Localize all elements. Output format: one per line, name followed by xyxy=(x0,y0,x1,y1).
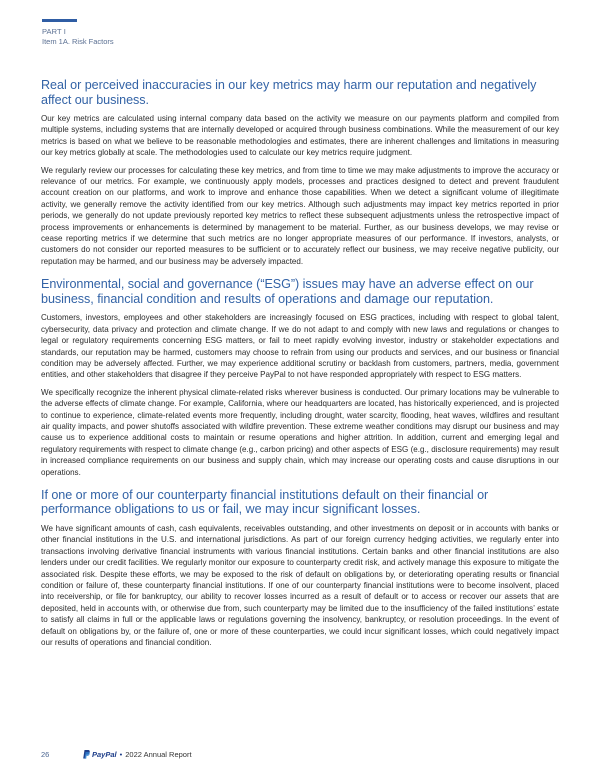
paypal-p-icon xyxy=(83,750,90,759)
document-body xyxy=(41,78,559,658)
page-number: 26 xyxy=(41,750,50,759)
page-footer xyxy=(41,750,192,759)
paragraph: Our key metrics are calculated using internal company data based on the activity we measure on our payments platform and compiled from multiple systems, including systems that are internally developed or acquired through business combinations. While the measurement of our key metrics is based on what we believe to be reasonable methodologies and estimates, there are inherent challenges and limitations in measuring our key metrics globally at scale. The methodologies used to calculate our key metrics require judgment. xyxy=(41,114,559,158)
section-heading: If one or more of our counterparty financial institutions default on their financial or performance obligations to us or fail, we may incur significant losses. xyxy=(41,487,489,517)
paragraph: We regularly review our processes for calculating these key metrics, and from time to time we may make adjustments to improve the accuracy or relevance of our metrics. For example, we continuously apply models, processes and practices designed to detect and prevent fraudulent account creation on our platforms, and work to improve and enhance those capabilities. When we detect a significant volume of illegitimate activity, we generally remove the activity identified from our key metrics. Although such adjustments may impact key metrics reported in prior periods, we generally do not update previously reported key metrics to reflect these subsequent adjustments unless the retrospective impact of process improvements or enhancements is determined by management to be material. Further, as our business develops, we may revise or cease reporting metrics if we determine that such metrics are no longer appropriate measures of our performance. If investors, analysts, or customers do not consider our reported measures to be sufficient or to accurately reflect our business, we may receive negative publicity, our reputation may be harmed, and our business may be adversely impacted. xyxy=(41,165,559,266)
section-heading: Environmental, social and governance (“ESG”) issues may have an adverse effect on our business, financial condition and results of operations and damage our reputation. xyxy=(41,277,534,306)
section-counterparty xyxy=(41,488,559,648)
paragraph: We specifically recognize the inherent physical climate-related risks wherever business is conducted. Our primary locations may be vulnerable to the adverse effects of climate change. For example, California, where our headquarters are located, has historically experienced, and is projected to continue to experience, climate-related events more frequently, including drought, water scarcity, flooding, heat waves, wildfires and resultant air quality impacts, and power shutoffs associated with wildfire prevention. These extreme weather conditions may disrupt our business and may cause us to experience additional costs to maintain or resume operations and higher attrition. In addition, current and emerging legal and regulatory requirements with respect to climate change (e.g., carbon pricing) and other aspects of ESG (e.g., disclosure requirements) may result in increased compliance requirements on our business and supply chain, which may increase our operating costs and cause disruptions in our operations. xyxy=(41,387,559,477)
section-esg xyxy=(41,277,559,478)
section-key-metrics xyxy=(41,78,559,267)
paragraph: Customers, investors, employees and other stakeholders are increasingly focused on ESG practices, including with respect to global talent, cybersecurity, data privacy and protection and climate change. If we do not adapt to and comply with new laws and regulations or changes to legal or regulatory requirements concerning ESG matters, or fail to meet rapidly evolving investor, industry or stakeholder expectations and standards, our reputation may be harmed, customers may choose to refrain from using our products and services, and our business or financial condition may be adversely affected. Further, we may experience additional scrutiny or backlash from customers, partners, media, government entities, and other stakeholders that disagree if they perceive PayPal to not have responded appropriately with respect to ESG matters. xyxy=(41,313,559,380)
paypal-logo xyxy=(83,750,117,759)
section-heading: Real or perceived inaccuracies in our key metrics may harm our reputation and negatively affect our business. xyxy=(41,78,537,107)
paypal-wordmark: PayPal xyxy=(92,750,117,759)
header-accent-bar xyxy=(42,19,77,22)
report-label: 2022 Annual Report xyxy=(125,750,192,759)
paragraph: We have significant amounts of cash, cash equivalents, receivables outstanding, and other investments on deposit or in accounts with banks or other financial institutions in the U.S. and international jurisdictions. As part of our foreign currency hedging activities, we regularly enter into transactions involving derivative financial instruments with various financial institutions. Certain banks and other financial institutions are also lenders under our credit facilities. We regularly monitor our exposure to counterparty credit risk, and actively manage this exposure to mitigate the associated risk. Despite these efforts, we may be exposed to the risk of default on obligations by, or deteriorating operating results or financial condition or failure of, these counterparty financial institutions. If one of our counterparty financial institutions were to become insolvent, placed into receivership, or file for bankruptcy, our ability to recover losses incurred as a result of default or to access or recover our assets that are deposited, held in accounts with, or otherwise due from, such counterparty may be limited due to the insufficiency of the failed institutions’ estate to satisfy all claims in full or the applicable laws or regulations governing the insolvency, bankruptcy, or resolution proceedings. In the event of default on obligations by, or the failure of, one or more of these counterparties, we could incur significant losses, which could negatively impact our results of operations and financial condition. xyxy=(41,523,559,648)
footer-separator: • xyxy=(119,750,123,759)
header-item-label: Item 1A. Risk Factors xyxy=(42,37,114,46)
header-part-label: PART I xyxy=(42,27,66,36)
